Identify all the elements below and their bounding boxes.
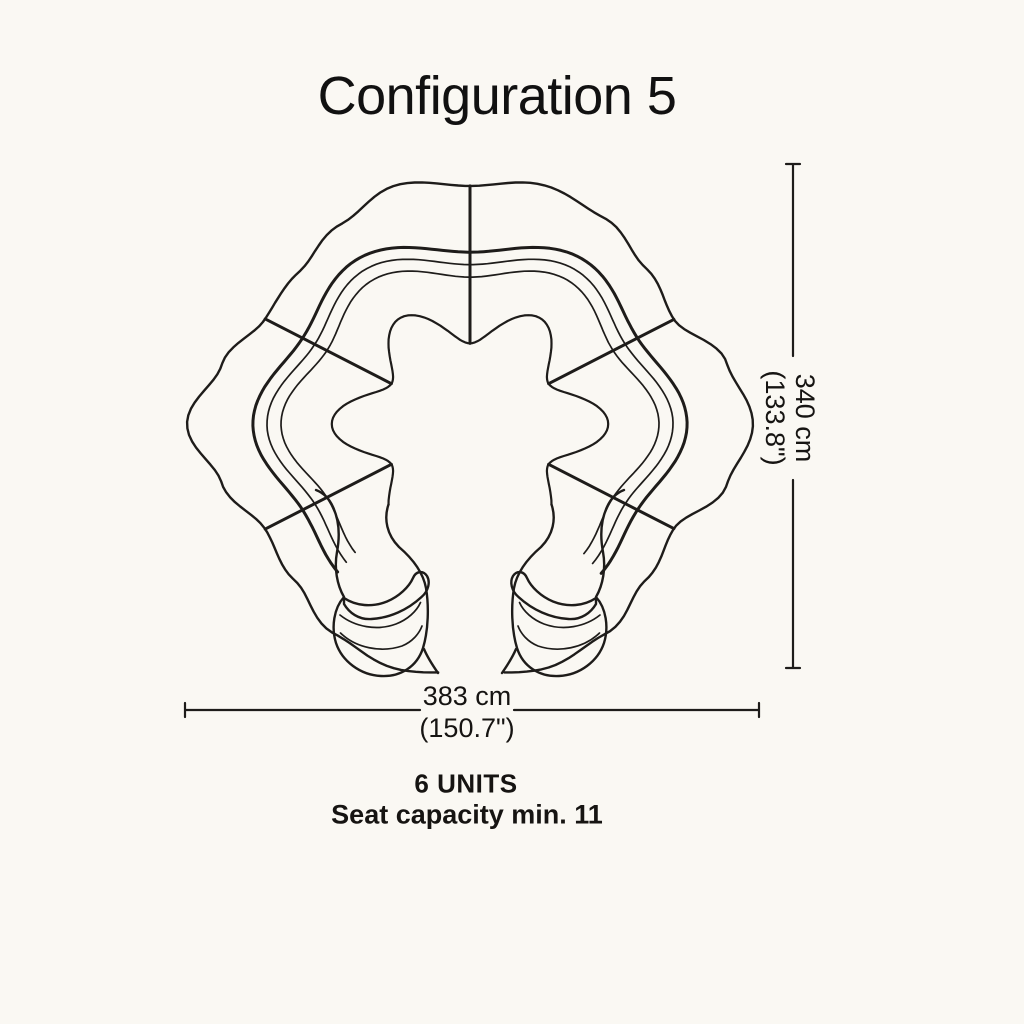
width-dimension-inches: (150.7") bbox=[419, 712, 515, 743]
end-unit-right bbox=[502, 490, 624, 676]
units-count-label: 6 UNITS bbox=[414, 768, 518, 799]
page-title: Configuration 5 bbox=[317, 66, 677, 126]
width-dimension-cm: 383 cm bbox=[422, 680, 512, 711]
end-unit-left bbox=[316, 490, 438, 676]
height-dimension bbox=[760, 370, 820, 465]
height-dimension-cm: 340 cm bbox=[790, 373, 821, 463]
seat-capacity-label: Seat capacity min. 11 bbox=[331, 799, 603, 830]
height-dimension-inches: (133.8") bbox=[760, 370, 790, 466]
